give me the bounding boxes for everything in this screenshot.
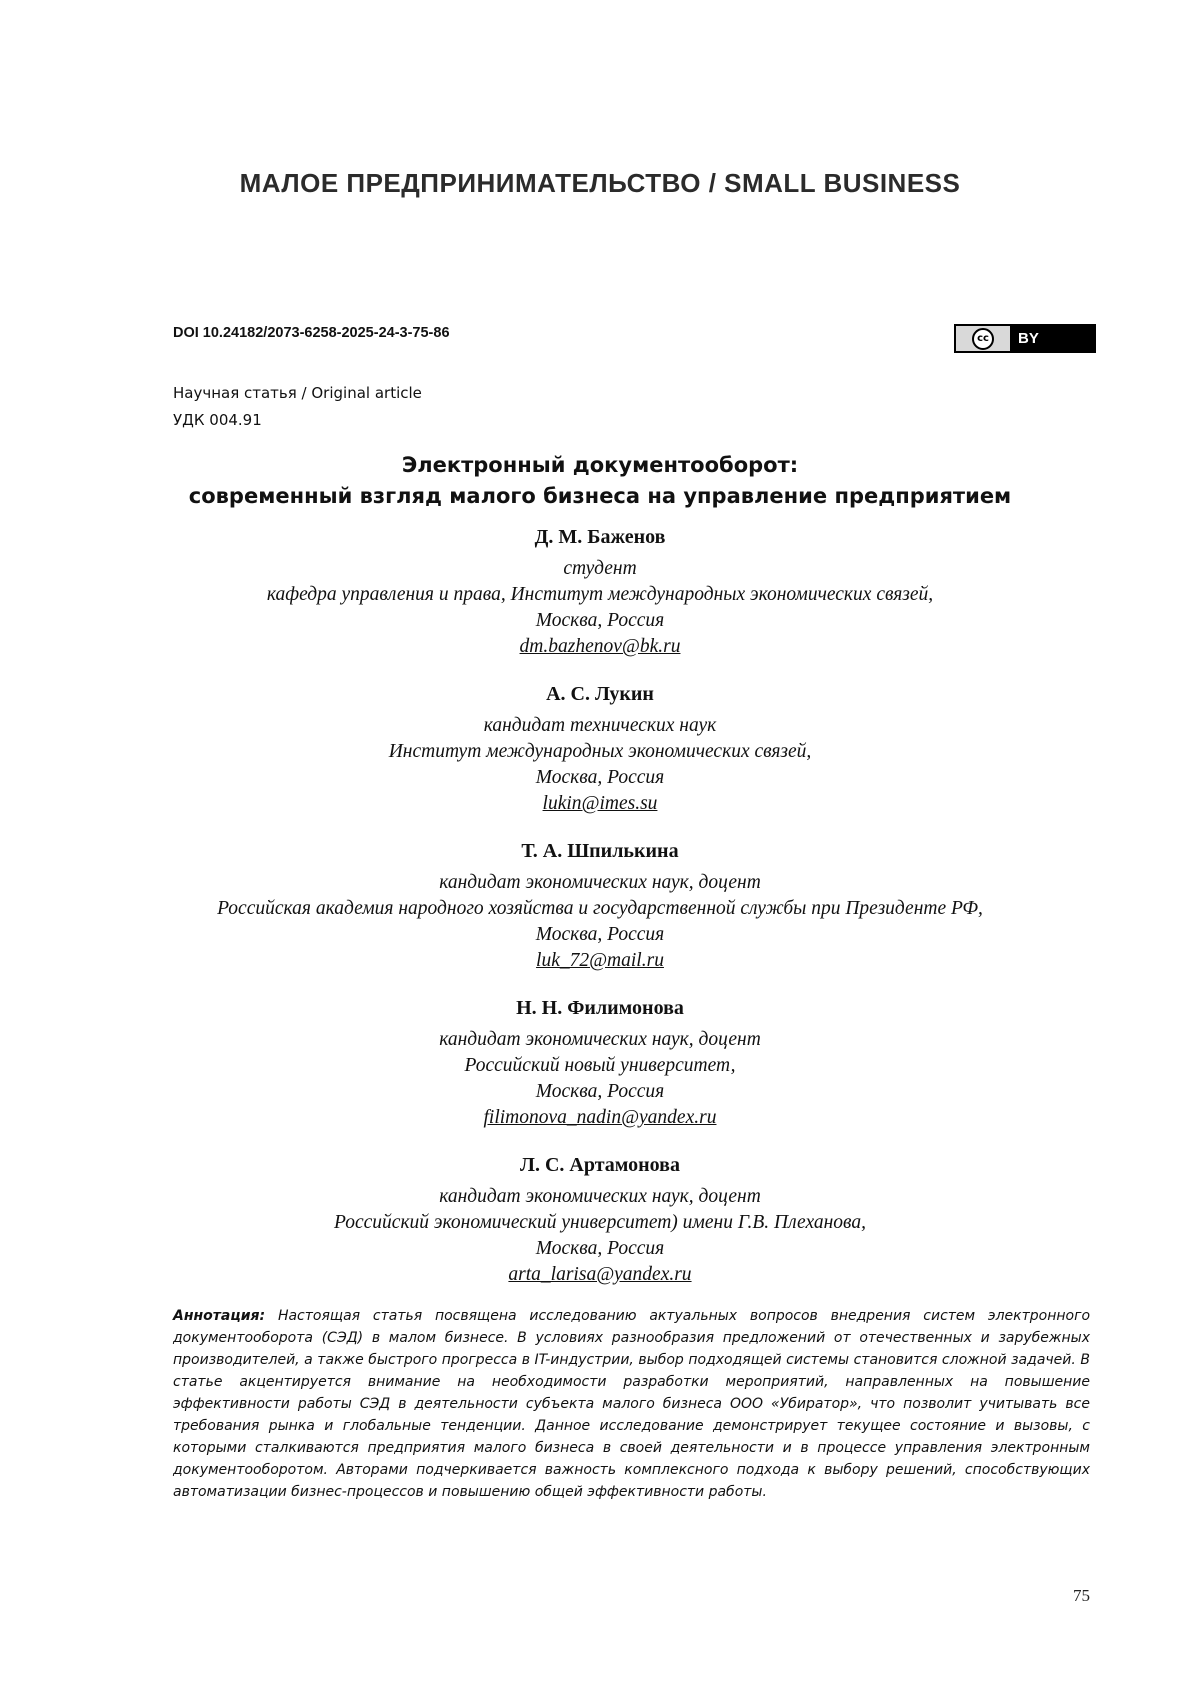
author-email-link[interactable]: lukin@imes.su <box>542 793 658 814</box>
author-position: кандидат экономических наук, доцент <box>439 1029 761 1050</box>
author-affiliation: кафедра управления и права, Институт международных экономических связей, <box>266 584 934 605</box>
author-block <box>0 681 1200 817</box>
author-name: Т. А. Шпилькина <box>521 840 679 862</box>
udk-code: УДК 004.91 <box>173 411 262 429</box>
author-location: Москва, Россия <box>535 1081 665 1102</box>
author-block <box>0 838 1200 974</box>
author-location: Москва, Россия <box>535 610 665 631</box>
author-affiliation: Российский экономический университет) имени Г.В. Плеханова, <box>334 1212 866 1233</box>
author-affiliation: Российский новый университет, <box>464 1055 736 1076</box>
title-line-1: Электронный документооборот: <box>401 453 799 477</box>
author-email-link[interactable]: luk_72@mail.ru <box>536 950 664 971</box>
cc-by-license-badge[interactable] <box>954 324 1096 353</box>
title-line-2: современный взгляд малого бизнеса на управление предприятием <box>188 484 1012 508</box>
author-email-link[interactable]: dm.bazhenov@bk.ru <box>519 636 681 657</box>
author-location: Москва, Россия <box>535 924 665 945</box>
page-number: 75 <box>1073 1586 1090 1605</box>
author-affiliation: Институт международных экономических связей, <box>388 741 812 762</box>
author-affiliation: Российская академия народного хозяйства и государственной службы при Президенте РФ, <box>217 898 983 919</box>
author-position: кандидат технических наук <box>483 715 717 736</box>
abstract-text: Настоящая статья посвящена исследованию актуальных вопросов внедрения систем электронного документооборота (СЭД) в малом бизнесе. В условиях разнообразия предложений от отечественных и зарубежных производителей, а также быстрого прогресса в IT-индустрии, выбор подходящей системы становится сложной задачей. В статье акцентируется внимание на необходимости разработки мероприятий, направленных на повышение эффективности работы СЭД в деятельности субъекта малого бизнеса ООО «Убиратор», что позволит учитывать все требования рынка и глобальные тенденции. Данное исследование демонстрирует текущее состояние и вызовы, с которыми сталкиваются предприятия малого бизнеса в своей деятельности и в процессе управления электронным документооборотом. Авторами подчеркивается важность комплексного подхода к выбору решений, способствующих автоматизации бизнес-процессов и повышению общей эффективности работы. <box>173 1308 1091 1500</box>
author-name: А. С. Лукин <box>546 683 654 705</box>
article-type: Научная статья / Original article <box>173 384 422 402</box>
author-email-link[interactable]: arta_larisa@yandex.ru <box>508 1264 692 1285</box>
author-block <box>0 995 1200 1131</box>
abstract-label: Аннотация: <box>173 1308 266 1324</box>
author-name: Н. Н. Филимонова <box>516 997 684 1019</box>
abstract <box>173 1305 1090 1503</box>
author-position: кандидат экономических наук, доцент <box>439 872 761 893</box>
author-position: студент <box>563 558 637 579</box>
author-block <box>0 1152 1200 1288</box>
article-meta <box>173 380 422 434</box>
article-title <box>0 450 1200 512</box>
author-email-link[interactable]: filimonova_nadin@yandex.ru <box>483 1107 717 1128</box>
section-heading: МАЛОЕ ПРЕДПРИНИМАТЕЛЬСТВО / SMALL BUSINESS <box>239 168 961 198</box>
license-by-label: BY <box>1018 330 1039 347</box>
author-name: Л. С. Артамонова <box>520 1154 680 1176</box>
author-name: Д. М. Баженов <box>534 526 666 548</box>
doi-label: DOI 10.24182/2073-6258-2025-24-3-75-86 <box>173 325 450 341</box>
author-block <box>0 524 1200 660</box>
author-location: Москва, Россия <box>535 767 665 788</box>
author-location: Москва, Россия <box>535 1238 665 1259</box>
creative-commons-icon: cc <box>972 328 994 350</box>
author-position: кандидат экономических наук, доцент <box>439 1186 761 1207</box>
